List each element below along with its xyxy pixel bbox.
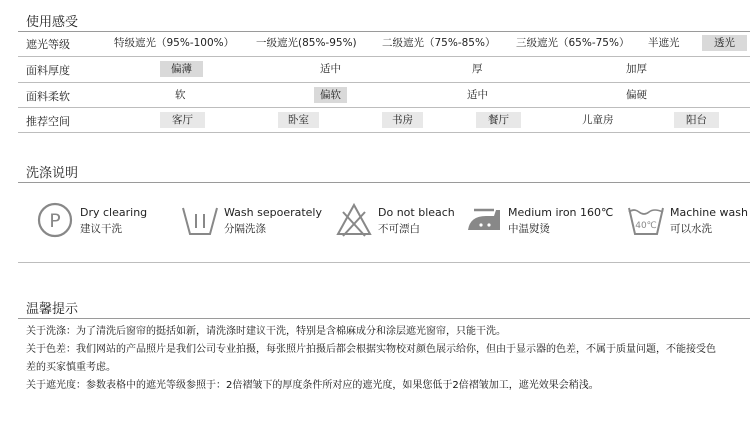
no-bleach-icon <box>334 200 374 240</box>
divider <box>18 132 750 133</box>
tip-line: 关于遮光度：参数表格中的遮光等级参照于：2倍褶皱下的厚度条件所对应的遮光度，如果您低于2倍褶皱加工，遮光效果会稍浅。 <box>26 380 599 391</box>
shading-option: 二级遮光（75%-85%） <box>382 37 496 49</box>
shading-option: 特级遮光（95%-100%） <box>114 37 235 49</box>
machine-wash-icon <box>626 200 666 240</box>
rooms-label: 推荐空间 <box>26 115 70 128</box>
divider <box>18 262 750 263</box>
dry-clean-icon <box>36 200 76 240</box>
care-en: Do not bleach <box>378 206 455 219</box>
divider <box>18 318 750 319</box>
divider <box>18 82 750 83</box>
room-option: 阳台 <box>674 112 719 128</box>
care-en: Machine wash <box>670 206 748 219</box>
thickness-label: 面料厚度 <box>26 64 70 77</box>
softness-option: 软 <box>175 89 186 101</box>
tip-line: 关于色差：我们网站的产品照片是我们公司专业拍摄，每张照片拍摄后都会根据实物校对颜色展示给你，但由于显示器的色差，不属于质量问题，不能接受色 <box>26 344 716 355</box>
thickness-option: 厚 <box>472 63 483 75</box>
rooms-row <box>18 109 750 132</box>
wash-separately-icon <box>180 200 220 240</box>
care-cn: 分隔洗涤 <box>224 223 266 235</box>
thickness-option: 适中 <box>320 63 341 75</box>
washing-section-title: 洗涤说明 <box>26 166 79 181</box>
care-en: Dry clearing <box>80 206 148 219</box>
care-en: Medium iron 160℃ <box>508 206 614 219</box>
shading-option-selected: 透光 <box>702 35 747 51</box>
care-cn: 中温熨烫 <box>508 223 550 235</box>
tips-section-title: 温馨提示 <box>26 302 79 317</box>
room-option: 客厅 <box>160 112 205 128</box>
tip-line: 差的买家慎重考虑。 <box>26 362 116 373</box>
softness-label: 面料柔软 <box>26 90 70 103</box>
softness-option: 偏硬 <box>626 89 647 101</box>
usage-section-title: 使用感受 <box>26 15 79 30</box>
shading-option: 一级遮光(85%-95%) <box>256 37 357 49</box>
room-option: 儿童房 <box>582 114 614 126</box>
divider <box>18 56 750 57</box>
care-cn: 建议干洗 <box>80 223 122 235</box>
divider <box>18 107 750 108</box>
room-option: 餐厅 <box>476 112 521 128</box>
softness-option: 适中 <box>467 89 488 101</box>
thickness-row <box>18 58 750 81</box>
divider <box>18 182 750 183</box>
iron-icon <box>464 200 504 240</box>
care-cn: 可以水洗 <box>670 223 712 235</box>
room-option: 书房 <box>382 112 423 128</box>
shading-row <box>18 32 750 55</box>
shading-option: 三级遮光（65%-75%） <box>516 37 630 49</box>
care-cn: 不可漂白 <box>378 223 420 235</box>
temperature-badge: 40℃ <box>635 221 657 231</box>
softness-option-selected: 偏软 <box>314 87 347 103</box>
room-option: 卧室 <box>278 112 319 128</box>
shading-label: 遮光等级 <box>26 38 70 51</box>
svg-text:P: P <box>49 210 61 232</box>
shading-option: 半遮光 <box>648 37 680 49</box>
thickness-option-selected: 偏薄 <box>160 61 203 77</box>
softness-row <box>18 84 750 107</box>
tip-line: 关于洗涤：为了清洗后窗帘的挺括如新，请洗涤时建议干洗，特别是含棉麻成分和涂层遮光窗帘，只能干洗。 <box>26 326 506 337</box>
care-en: Wash sepoerately <box>224 206 323 219</box>
thickness-option: 加厚 <box>626 63 647 75</box>
